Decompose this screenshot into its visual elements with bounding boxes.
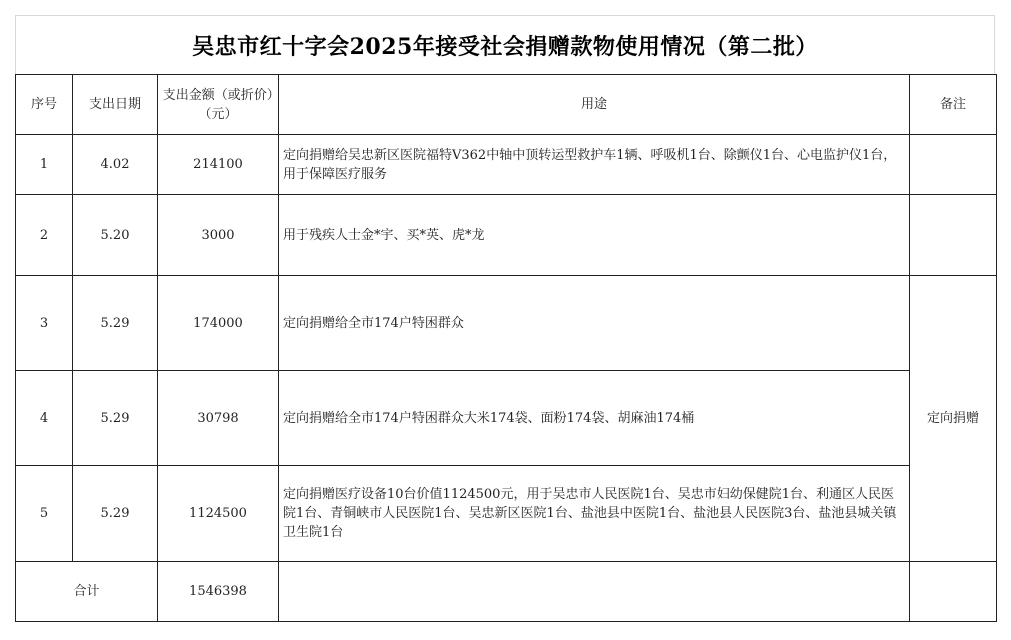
donation-usage-table xyxy=(15,74,997,622)
total-row xyxy=(16,562,997,622)
row-index: 2 xyxy=(16,195,73,276)
table-row xyxy=(16,371,997,466)
header-amount: 支出金额（或折价）（元） xyxy=(158,75,279,135)
table-row xyxy=(16,135,997,195)
header-remark: 备注 xyxy=(910,75,997,135)
row-usage: 定向捐赠给吴忠新区医院福特V362中轴中顶转运型救护车1辆、呼吸机1台、除颤仪1台、心电监护仪1台，用于保障医疗服务 xyxy=(279,135,910,195)
row-date: 5.29 xyxy=(73,276,158,371)
total-amount: 1546398 xyxy=(158,562,279,622)
row-date: 5.20 xyxy=(73,195,158,276)
row-amount: 3000 xyxy=(158,195,279,276)
row-usage: 定向捐赠给全市174户特困群众 xyxy=(279,276,910,371)
table-row xyxy=(16,466,997,562)
row-index: 1 xyxy=(16,135,73,195)
page-title: 吴忠市红十字会2025年接受社会捐赠款物使用情况（第二批） xyxy=(192,33,818,60)
row-index: 4 xyxy=(16,371,73,466)
header-date: 支出日期 xyxy=(73,75,158,135)
header-index: 序号 xyxy=(16,75,73,135)
row-date: 5.29 xyxy=(73,466,158,562)
row-usage: 用于残疾人士金*宇、买*英、虎*龙 xyxy=(279,195,910,276)
row-remark xyxy=(910,135,997,195)
title-banner xyxy=(15,15,995,74)
table-header-row xyxy=(16,75,997,135)
row-date: 4.02 xyxy=(73,135,158,195)
table-row xyxy=(16,276,997,371)
row-date: 5.29 xyxy=(73,371,158,466)
row-usage: 定向捐赠医疗设备10台价值1124500元，用于吴忠市人民医院1台、吴忠市妇幼保健院1台、利通区人民医院1台、青铜峡市人民医院1台、吴忠新区医院1台、盐池县中医院1台、盐池县人民医院3台、盐池县城关镇卫生院1台 xyxy=(279,466,910,562)
row-remark xyxy=(910,195,997,276)
row-index: 3 xyxy=(16,276,73,371)
table-row xyxy=(16,195,997,276)
total-remark xyxy=(910,562,997,622)
row-amount: 174000 xyxy=(158,276,279,371)
row-amount: 30798 xyxy=(158,371,279,466)
row-amount: 214100 xyxy=(158,135,279,195)
total-usage xyxy=(279,562,910,622)
merged-remark-cell: 定向捐赠 xyxy=(910,276,997,562)
header-usage: 用途 xyxy=(279,75,910,135)
row-amount: 1124500 xyxy=(158,466,279,562)
report-sheet xyxy=(15,15,996,625)
row-usage: 定向捐赠给全市174户特困群众大米174袋、面粉174袋、胡麻油174桶 xyxy=(279,371,910,466)
total-label: 合计 xyxy=(16,562,158,622)
row-index: 5 xyxy=(16,466,73,562)
